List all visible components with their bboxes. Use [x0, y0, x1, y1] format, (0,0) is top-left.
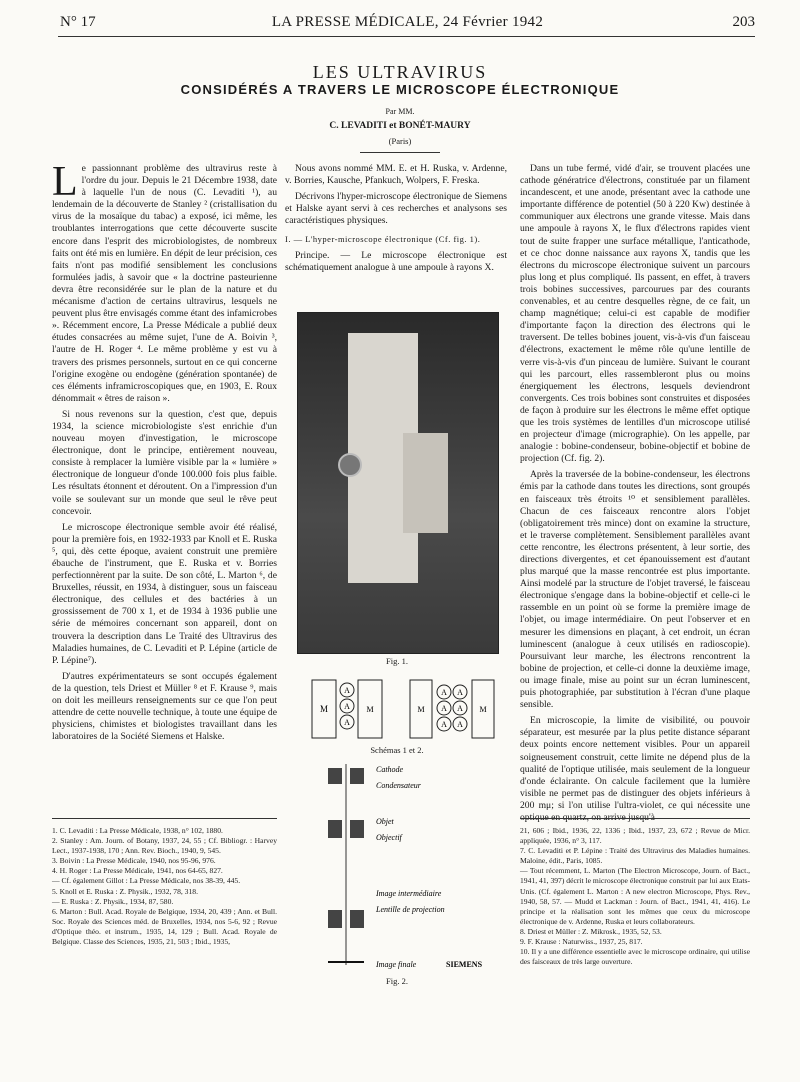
schema1-a-label: A: [344, 686, 350, 695]
schema1-m-label: M: [366, 705, 374, 714]
paragraph: Décrivons l'hyper-microscope électronique de Siemens et Halske ayant servi à ces recherches et analysons ses caractéristiques physiques.: [285, 191, 507, 227]
column-right: [520, 163, 750, 823]
footnote: 6. Marton : Bull. Acad. Royale de Belgique, 1934, 20, 439 ; Ann. et Bull. Soc. Royale des Sciences méd. de Bruxelles, 1934, nos 5-6, 92 ; Revue d'Optique théo. et instrum., 1935, 14, 129 ; Bull. Acad. Royale de Belgique. Classe des Sciences, 1935, 21, 503 ; Ibid., 1935,: [52, 906, 277, 947]
running-header: [60, 14, 755, 36]
page-number: 203: [732, 14, 755, 30]
footnotes-right: [520, 826, 750, 967]
authors: C. LEVADITI et BONÉT-MAURY: [329, 121, 471, 131]
cathode-coil: [328, 768, 342, 784]
issue-number: N° 17: [60, 14, 96, 30]
authors-place: (Paris): [388, 136, 412, 146]
column-middle: [285, 163, 507, 323]
paragraph: Nous avons nommé MM. E. et H. Ruska, v. Ardenne, v. Borries, Kausche, Pfankuch, Wolpers, F. Freska.: [285, 163, 507, 187]
footnote: 2. Stanley : Am. Journ. of Botany, 1937, 24, 55 ; Cf. Bibliogr. : Harvey Lect., 1937-1938, 170 ; Ann. Rev. Bioch., 1940, 9, 545.: [52, 836, 277, 856]
label-cathode: Cathode: [376, 765, 404, 774]
section-heading: I. — L'hyper-microscope électronique (Cf. fig. 1).: [285, 234, 481, 245]
footnote: — Cf. également Gillot : La Presse Médicale, nos 38-39, 445.: [52, 876, 241, 886]
column-left: [52, 163, 277, 823]
schema1-m-label: M: [319, 704, 329, 714]
header-rule: [58, 36, 755, 37]
paragraph: Principe. — Le microscope électronique est schématiquement analogue à une ampoule à rayons X.: [285, 249, 507, 273]
schema-diagram: [300, 678, 500, 740]
byline-par: Par MM.: [385, 107, 415, 116]
microscope-photo: [297, 312, 499, 654]
footnote: 21, 606 ; Ibid., 1936, 22, 1336 ; Ibid., 1937, 23, 672 ; Revue de Micr. appliquée, 1936, n° 3, 117.: [520, 826, 750, 846]
figure-2-diagram: [318, 760, 498, 975]
schema2-a-label: A: [441, 720, 447, 729]
schema2-m-label: M: [479, 705, 487, 714]
footnote: 7. C. Levaditi et P. Lépine : Traité des Ultravirus des Maladies humaines. Maloine, édit., Paris, 1085.: [520, 846, 750, 866]
drop-cap: L: [52, 163, 78, 205]
schema2-a-label: A: [457, 688, 463, 697]
footnote: — Tout récemment, L. Marton (The Electron Microscope, Journ. of Bact., 1941, 41, 397) décrit le microscope électronique construit par lui aux Etats-Unis. (Cf. également L. Marton : A new electron Microscope, Phys. Rev., 1940, 58, 57. — Mudd et Lackman : Journ. of Bact., 1941, 41, 416). Le principe et la réalisation sont les mêmes que ceux du microscope électronique de v. Ardenne, Ruska et leurs collaborateurs.: [520, 866, 750, 926]
cathode-coil: [350, 768, 364, 784]
footnote-rule: [52, 818, 277, 819]
label-objective: Objectif: [376, 833, 402, 842]
schema2-a-label: A: [457, 720, 463, 729]
footnote: 9. F. Krause : Naturwiss., 1937, 25, 817.: [520, 937, 643, 947]
schema1-a-label: A: [344, 702, 350, 711]
microscope-dial: [338, 453, 362, 477]
label-condenser: Condensateur: [376, 781, 421, 790]
figure-2-caption: Fig. 2.: [386, 976, 408, 986]
footnote: 10. Il y a une différence essentielle avec le microscope ordinaire, qui utilise des faisceaux de très large ouverture.: [520, 947, 750, 967]
label-projection-lens: Lentille de projection: [376, 905, 445, 914]
schemas-caption: Schémas 1 et 2.: [370, 745, 424, 755]
projection-coil: [328, 910, 342, 928]
paragraph-text: e passionnant problème des ultravirus reste à l'ordre du jour. Depuis le 21 Décembre 1938, date à laquelle l'un de nous (C. Levaditi ¹), au lendemain de la découverte de Stanley ² (cristallisation du virus de la mosaïque du tabac) a exposé, ici même, les troublantes interrogations que cette découverte suscite encore dans l'esprit des microbiologistes, de nombreux faits ont été mis en lumière. En dépit de leur précision, ces faits n'ont pas modifié sensiblement les conclusions formulées jadis, à savoir que « la doctrine pasteurienne devra être reconsidérée sur le plan de la nature et du mécanisme d'action de certains ultravirus, lesquels ne peuvent plus être envisagés comme étant des infamicrobes ». Récemment encore, La Presse Médicale a publié deux études consacrées au même sujet, l'une de A. Boivin ³, l'autre de H. Roger ⁴. Le même problème y est vu à travers des prismes personnels, surtout en ce qui concerne l'origine exogène ou endogène (génération spontanée) de ces éléments inframicroscopiques que, en 1903, E. Roux dénommait « êtres de raison ».: [52, 163, 277, 404]
footnotes-left: [52, 826, 277, 947]
schema2-a-label: A: [457, 704, 463, 713]
footnote: 8. Driest et Müller : Z. Mikrosk., 1935, 52, 53.: [520, 926, 662, 936]
label-final-image: Image finale: [376, 960, 417, 969]
paragraph: Le microscope électronique semble avoir été réalisé, pour la première fois, en 1932-1933 par Knoll et E. Ruska ⁵, qui, dès cette époque, avaient construit une première ébauche de l'instrument, que E. Ruska et v. Borries perfectionnèrent par la suite. De son côté, L. Marton ⁶, de Bruxelles, réussit, en 1934, à distinguer, sous un faisceau électronique, des cellules et des bactéries à un grossissement de 700 x 1, et de 1934 à 1936 publie une série de mémoires concernant son appareil, dont on trouvera la description dans Le Traité des Ultravirus des Maladies humaines, de C. Levaditi et P. Lépine (article de P. Lépine⁷).: [52, 521, 277, 666]
journal-title: LA PRESSE MÉDICALE, 24 Février 1942: [271, 14, 544, 30]
label-intermediate-image: Image intermédiaire: [376, 889, 442, 898]
footnote: 4. H. Roger : La Presse Médicale, 1941, nos 64-65, 827.: [52, 866, 223, 876]
footnote: 1. C. Levaditi : La Presse Médicale, 1938, n° 102, 1880.: [52, 826, 223, 835]
schema2-a-label: A: [441, 688, 447, 697]
label-object: Objet: [376, 817, 394, 826]
paragraph: Après la traversée de la bobine-condenseur, les électrons émis par la cathode dans toutes les directions, sont groupés en faisceaux très étroits ¹⁰ et sensiblement parallèles. Chacun de ces faisceaux rencontre alors l'objet (obligatoirement très mince) dont on examine la structure, et le traverse complètement. Sensiblement parallèles avant cette rencontre, les électrons présentent, à leur sortie, des directions divergentes, et cet épanouissement est d'autant plus marqué que la masse rencontrée est plus importante. Ainsi modelé par la structure de l'objet traversé, le faisceau électronique s'engage dans la bobine-objectif et celle-ci le rassemble en un point où se forme la première image de l'objet, ou image intermédiaire. On peut l'observer et en mesurer les dimensions en plaçant, à cet endroit, un écran luminescent (analogue à ceux utilisés en radioscopie). Poursuivant leur marche, les électrons rencontrent la bobine de projection, et celle-ci donne la deuxième image, ou image finale, mise au point sur un écran luminescent, puis photographiée, par substitution à l'écran d'une plaque sensible.: [520, 469, 750, 711]
paragraph: [52, 163, 277, 405]
paragraph: En microscopie, la limite de visibilité, ou pouvoir séparateur, est mesurée par la plus petite distance séparant deux points encore nettement visibles. Pour un appareil soigneusement construit, cette limite ne dépend plus de la qualité de l'optique utilisée, mais seulement de la longueur d'onde éclairante. On calcule facilement que la lumière visible ne permet pas de distinguer des objets inférieurs à 200 mμ; si l'on utilise l'ultra-violet, ce qui nécessite une optique en quartz, on arrive jusqu'à: [520, 715, 750, 823]
projection-coil: [350, 910, 364, 928]
objective-coil: [350, 820, 364, 838]
label-siemens: SIEMENS: [446, 960, 483, 969]
schema1-a-label: A: [344, 718, 350, 727]
footnote: 5. Knoll et E. Ruska : Z. Physik., 1932, 78, 318.: [52, 886, 198, 896]
schema2-a-label: A: [441, 704, 447, 713]
footnote-rule: [520, 818, 750, 819]
paragraph: Si nous revenons sur la question, c'est que, depuis 1934, la science microbiologiste s'est enrichie d'un nouveau moyen d'investigation, le microscope électronique, dont le principe, entièrement nouveau, consiste à remplacer la lumière visible par la « lumière » électronique de longueur d'onde 100.000 fois plus faible. Les résultats étonnent et déroutent. On a l'impression d'un voile se soulevant sur un monde que seul le rêve peut concevoir.: [52, 408, 277, 517]
footnote: — E. Ruska : Z. Physik., 1934, 87, 580.: [52, 896, 174, 906]
title-rule: [360, 152, 440, 153]
microscope-base: [403, 433, 448, 533]
article-subtitle: CONSIDÉRÉS A TRAVERS LE MICROSCOPE ÉLECTRONIQUE: [180, 82, 620, 97]
paragraph: Dans un tube fermé, vidé d'air, se trouvent placées une cathode génératrice d'électrons, constituée par un filament incandescent, et une anode, présentant avec la cathode une importante différence de potentiel (50 à 220 Kw) destinée à communiquer aux électrons une grande vitesse. Mais dans une ampoule à rayons X, le flux d'électrons rapides vient tout de suite frapper une surface métallique, l'anticathode, et ce choc donne naissance aux rayons X, tandis que les électrons du microscope électronique suivent un parcours plus long et plus compliqué. Ils passent, en effet, à travers trois bobines successives, parcourues par des courants convenables, et au centre desquelles règne, de ce fait, un champ magnétique; celui-ci est capable de modifier d'importante façon la direction des électrons qui le traversent. De telles bobines jouent, vis-à-vis d'un faisceau d'électrons, exactement le même rôle qu'une lentille de verre vis-à-vis d'un pinceau de lumière. Suivant le courant qui les parcourt, elles rassembleront plus ou moins énergiquement les électrons, lesquels deviendront convergents. Ces trois bobines sont construites et disposées de façon à produire sur les électrons le même effet optique que les trois systèmes de lentilles d'un microscope utilisé en projecteur d'image (micrographie). On les appelle, par analogie : bobine-condenseur, bobine-objectif et bobine de projection (Cf. fig. 2).: [520, 163, 750, 465]
schema2-m-label: M: [417, 705, 425, 714]
article-title: LES ULTRAVIRUS: [312, 62, 488, 82]
footnote: 3. Boivin : La Presse Médicale, 1940, nos 95-96, 976.: [52, 856, 216, 866]
objective-coil: [328, 820, 342, 838]
paragraph: D'autres expérimentateurs se sont occupés également de la question, tels Driest et Müller ⁸ et F. Krause ⁹, mais on doit les meilleurs renseignements sur ce que l'on peut attendre de cette nouvelle technique, à toute une équipe de physiciens, chimistes et biologistes travaillant dans les laboratoires de la Société Siemens et Halske.: [52, 670, 277, 743]
figure-1-caption: Fig. 1.: [386, 656, 408, 666]
